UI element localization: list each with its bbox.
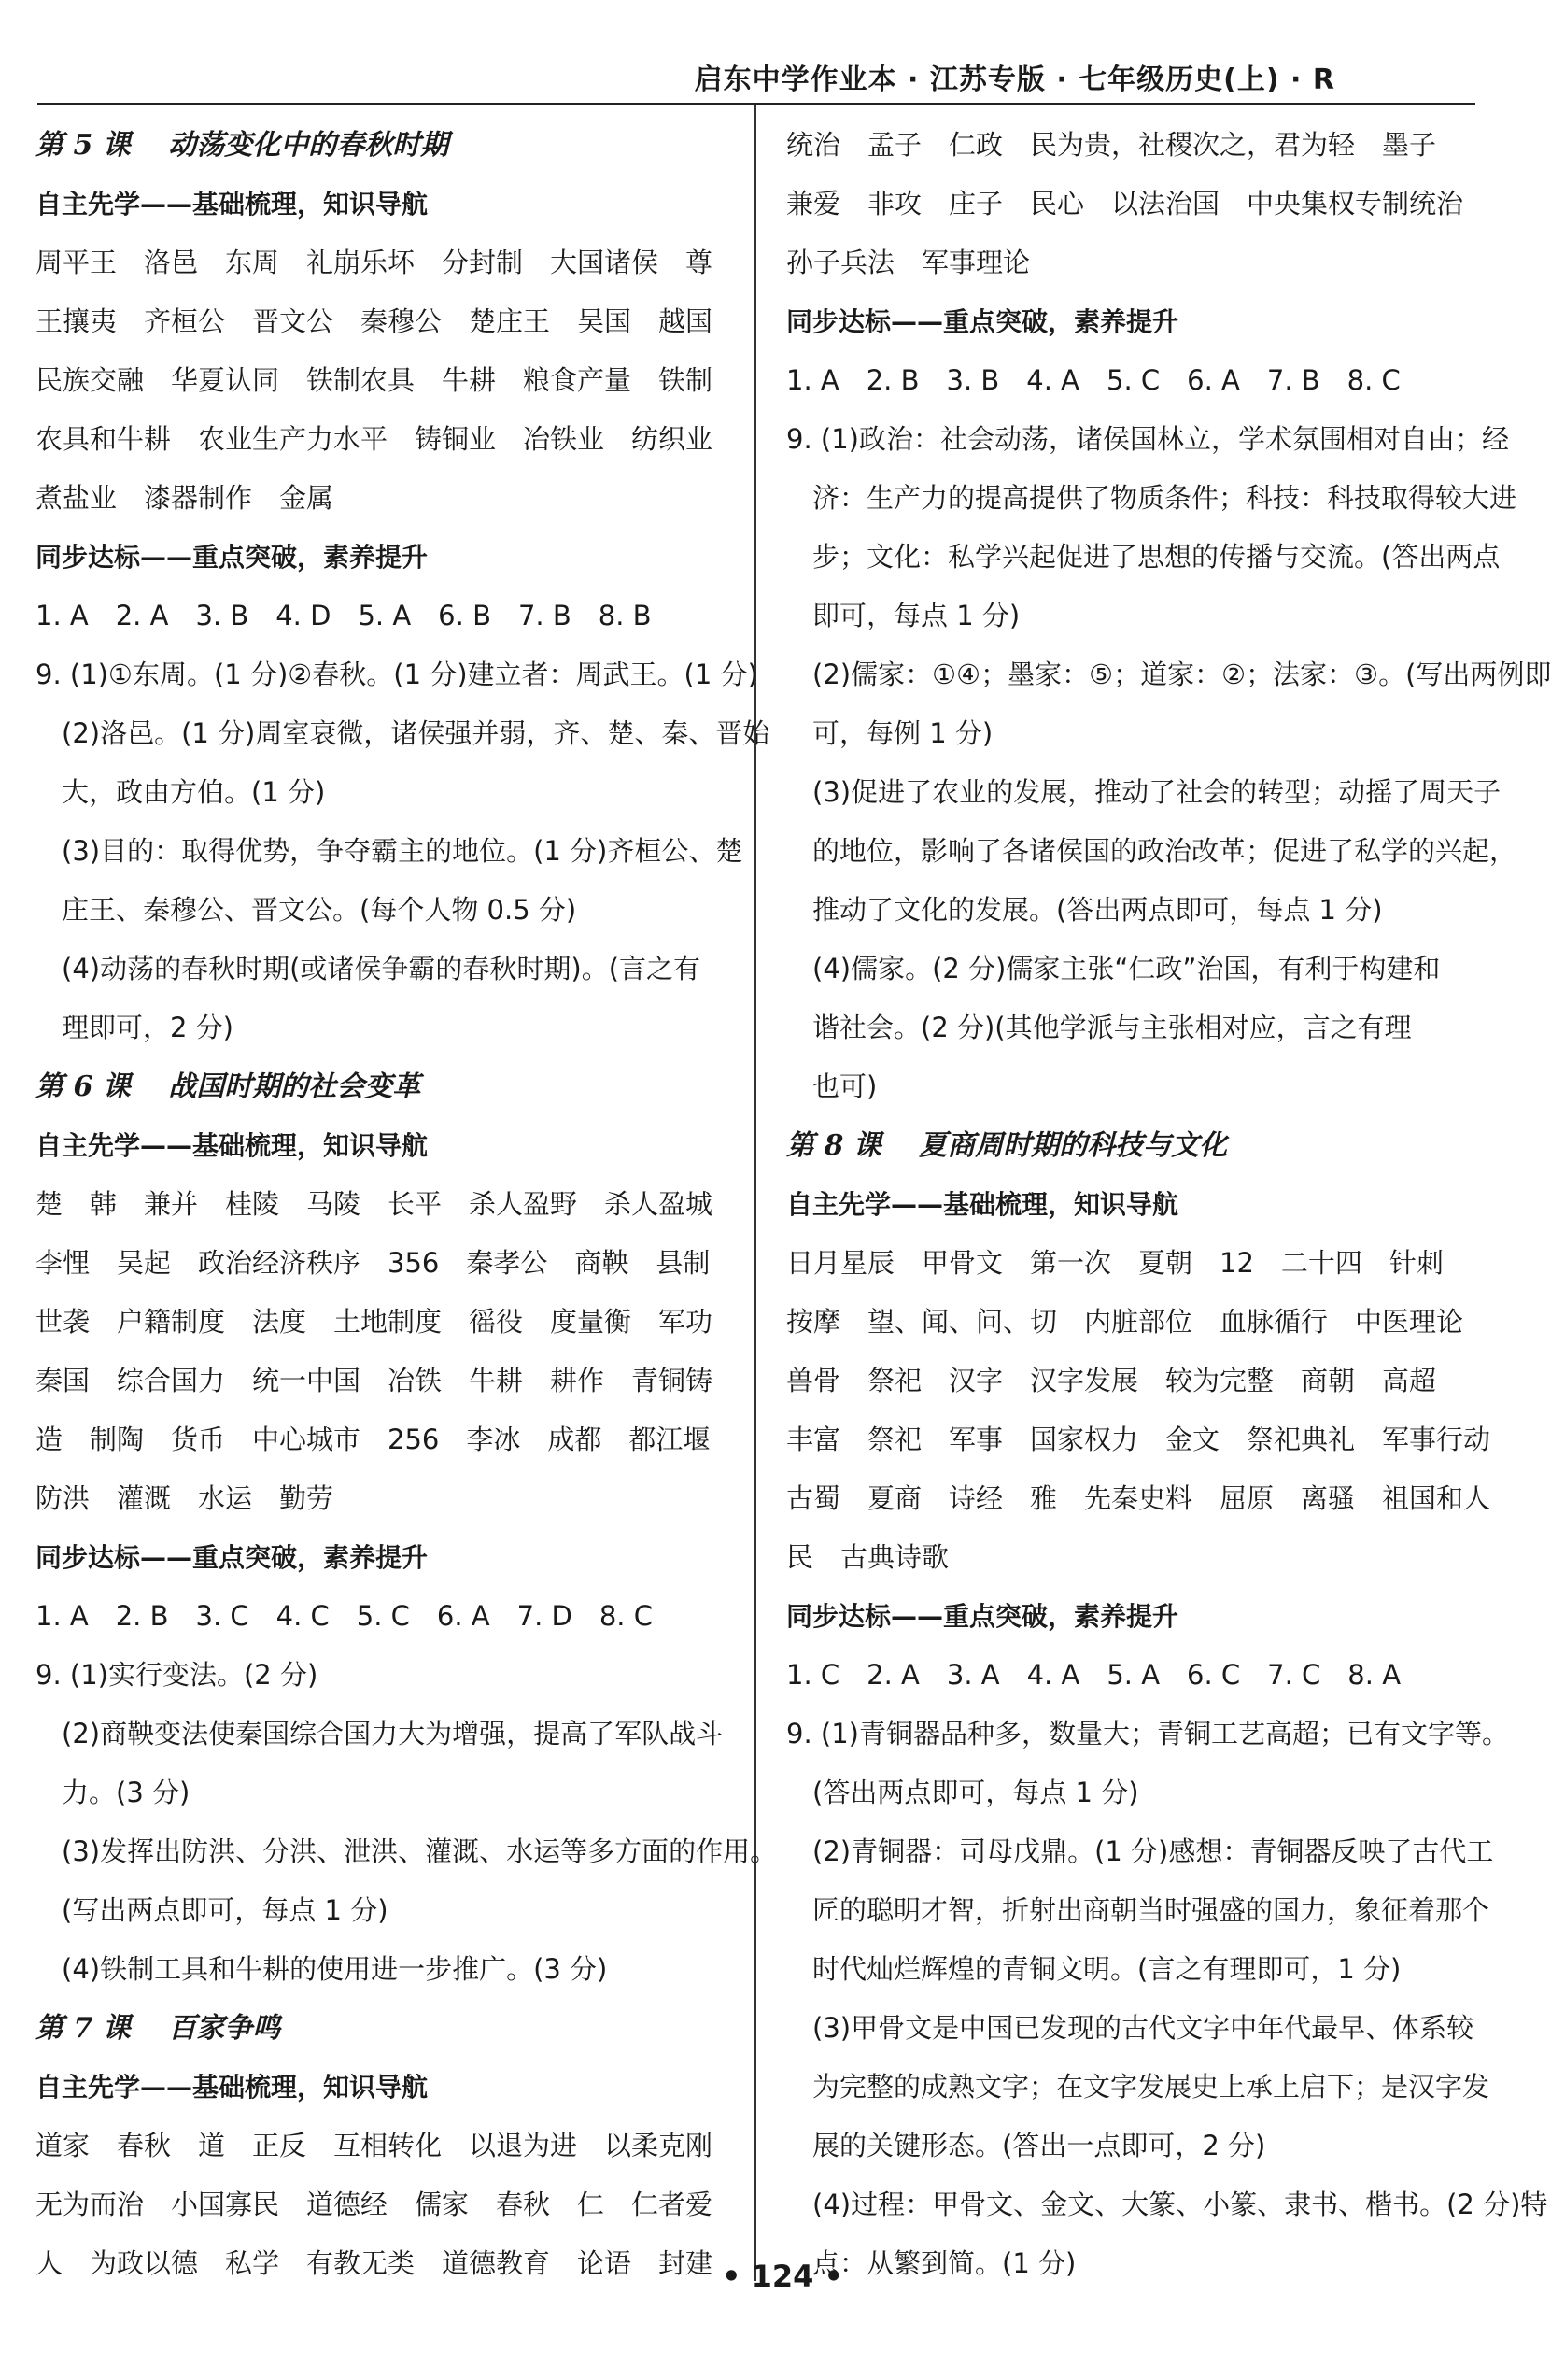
text-line: 9. (1)青铜器品种多，数量大；青铜工艺高超；已有文字等。 [786, 1718, 1509, 1750]
answer-line: (2)青铜器：司母戊鼎。(1 分)感想：青铜器反映了古代工 [812, 1835, 1494, 1867]
answer-line: (3)甲骨文是中国已发现的古代文字中年代最早、体系较 [812, 2012, 1474, 2044]
text-line: 9. (1)①东周。(1 分)②春秋。(1 分)建立者：周武王。(1 分) [35, 659, 758, 690]
section-heading: 同步达标——重点突破，素养提升 [35, 542, 429, 573]
lesson-title: 第 7 课 百家争鸣 [35, 2012, 281, 2045]
answer-line: 理即可，2 分) [62, 1012, 233, 1043]
answer-line: (4)儒家。(2 分)儒家主张“仁政”治国，有利于构建和 [812, 953, 1441, 985]
section-heading: 自主先学——基础梳理，知识导航 [35, 189, 429, 220]
answer-line: (4)过程：甲骨文、金文、大篆、小篆、隶书、楷书。(2 分)特 [812, 2189, 1548, 2220]
answer-line: (2)儒家：①④；墨家：⑤；道家：②；法家：③。(写出两例即 [812, 659, 1552, 690]
answer-line: 力。(3 分) [62, 1777, 190, 1808]
text-line: 1. C 2. A 3. A 4. A 5. A 6. C 7. C 8. A [786, 1659, 1402, 1691]
answer-line: (2)商鞅变法使秦国综合国力大为增强，提高了军队战斗 [62, 1718, 724, 1750]
answer-line: 即可，每点 1 分) [812, 600, 1021, 631]
text-line: 无为而治 小国寡民 道德经 儒家 春秋 仁 仁者爱 [35, 2189, 713, 2220]
text-line: 楚 韩 兼并 桂陵 马陵 长平 杀人盈野 杀人盈城 [35, 1188, 713, 1220]
text-line: 统治 孟子 仁政 民为贵，社稷次之，君为轻 墨子 [786, 129, 1437, 161]
text-line: 1. A 2. A 3. B 4. D 5. A 6. B 7. B 8. B [35, 600, 652, 631]
text-line: 煮盐业 漆器制作 金属 [35, 482, 334, 514]
section-heading: 同步达标——重点突破，素养提升 [786, 1601, 1179, 1632]
right-column [786, 116, 1552, 2293]
answer-line: (4)动荡的春秋时期(或诸侯争霸的春秋时期)。(言之有 [62, 953, 701, 985]
answer-line: (3)发挥出防洪、分洪、泄洪、灌溉、水运等多方面的作用。 [62, 1835, 778, 1867]
text-line: 周平王 洛邑 东周 礼崩乐坏 分封制 大国诸侯 尊 [35, 247, 713, 278]
section-heading: 同步达标——重点突破，素养提升 [786, 306, 1179, 337]
page-number: • 124 • [722, 2259, 843, 2294]
text-line: 民族交融 华夏认同 铁制农具 牛耕 粮食产量 铁制 [35, 364, 713, 396]
lesson-title: 第 8 课 夏商周时期的科技与文化 [786, 1129, 1228, 1162]
text-line: 孙子兵法 军事理论 [786, 247, 1031, 278]
answer-line: (4)铁制工具和牛耕的使用进一步推广。(3 分) [62, 1953, 608, 1985]
text-line: 民 古典诗歌 [786, 1541, 950, 1573]
answer-line: 济：生产力的提高提供了物质条件；科技：科技取得较大进 [812, 482, 1517, 514]
section-heading: 自主先学——基础梳理，知识导航 [35, 2072, 429, 2103]
answer-line: 匠的聪明才智，折射出商朝当时强盛的国力，象征着那个 [812, 1894, 1490, 1926]
text-line: 李悝 吴起 政治经济秩序 356 秦孝公 商鞅 县制 [35, 1247, 711, 1279]
page-header [37, 54, 1475, 105]
text-line: 古蜀 夏商 诗经 雅 先秦史料 屈原 离骚 祖国和人 [786, 1482, 1491, 1514]
lesson-title: 第 6 课 战国时期的社会变革 [35, 1070, 421, 1103]
answer-line: (2)洛邑。(1 分)周室衰微，诸侯强并弱，齐、楚、秦、晋始 [62, 717, 770, 749]
answer-line: 也可) [812, 1070, 878, 1102]
text-line: 防洪 灌溉 水运 勤劳 [35, 1482, 334, 1514]
header-title: 启东中学作业本 · 江苏专版 · 七年级历史(上) · R [694, 64, 1335, 96]
text-line: 道家 春秋 道 正反 互相转化 以退为进 以柔克刚 [35, 2130, 713, 2161]
text-line: 丰富 祭祀 军事 国家权力 金文 祭祀典礼 军事行动 [786, 1424, 1491, 1455]
text-line: 1. A 2. B 3. B 4. A 5. C 6. A 7. B 8. C [786, 364, 1401, 396]
section-heading: 自主先学——基础梳理，知识导航 [35, 1130, 429, 1161]
answer-line: 庄王、秦穆公、晋文公。(每个人物 0.5 分) [62, 894, 577, 926]
answer-line: 的地位，影响了各诸侯国的政治改革；促进了私学的兴起， [812, 835, 1517, 867]
answer-line: (写出两点即可，每点 1 分) [62, 1894, 388, 1926]
answer-line: 展的关键形态。(答出一点即可，2 分) [812, 2130, 1266, 2161]
text-line: 农具和牛耕 农业生产力水平 铸铜业 冶铁业 纺织业 [35, 423, 713, 455]
text-line: 王攘夷 齐桓公 晋文公 秦穆公 楚庄王 吴国 越国 [35, 305, 713, 337]
text-line: 9. (1)实行变法。(2 分) [35, 1659, 318, 1691]
answer-line: (答出两点即可，每点 1 分) [812, 1777, 1139, 1808]
left-column [35, 116, 778, 2293]
answer-line: (3)促进了农业的发展，推动了社会的转型；动摇了周天子 [812, 776, 1502, 808]
text-line: 秦国 综合国力 统一中国 冶铁 牛耕 耕作 青铜铸 [35, 1365, 713, 1396]
text-line: 造 制陶 货币 中心城市 256 李冰 成都 都江堰 [35, 1424, 711, 1455]
answer-line: 谐社会。(2 分)(其他学派与主张相对应，言之有理 [812, 1012, 1412, 1043]
answer-line: 大，政由方伯。(1 分) [62, 776, 326, 808]
text-line: 兽骨 祭祀 汉字 汉字发展 较为完整 商朝 高超 [786, 1365, 1437, 1396]
section-heading: 同步达标——重点突破，素养提升 [35, 1542, 429, 1573]
answer-line: 点：从繁到简。(1 分) [812, 2247, 1077, 2279]
column-divider [754, 105, 756, 2281]
answer-line: (3)目的：取得优势，争夺霸主的地位。(1 分)齐桓公、楚 [62, 835, 743, 867]
section-heading: 自主先学——基础梳理，知识导航 [786, 1189, 1179, 1220]
text-line: 世袭 户籍制度 法度 土地制度 徭役 度量衡 军功 [35, 1306, 713, 1338]
lesson-title: 第 5 课 动荡变化中的春秋时期 [35, 129, 449, 162]
answer-line: 推动了文化的发展。(答出两点即可，每点 1 分) [812, 894, 1383, 926]
answer-line: 为完整的成熟文字；在文字发展史上承上启下；是汉字发 [812, 2071, 1490, 2103]
text-line: 兼爱 非攻 庄子 民心 以法治国 中央集权专制统治 [786, 188, 1464, 220]
text-line: 人 为政以德 私学 有教无类 道德教育 论语 封建 [35, 2247, 713, 2279]
text-line: 1. A 2. B 3. C 4. C 5. C 6. A 7. D 8. C [35, 1600, 653, 1632]
text-line: 日月星辰 甲骨文 第一次 夏朝 12 二十四 针刺 [786, 1247, 1444, 1279]
answer-line: 时代灿烂辉煌的青铜文明。(言之有理即可，1 分) [812, 1953, 1402, 1985]
text-line: 9. (1)政治：社会动荡，诸侯国林立，学术氛围相对自由；经 [786, 423, 1509, 455]
answer-line: 可，每例 1 分) [812, 717, 994, 749]
text-line: 按摩 望、闻、问、切 内脏部位 血脉循行 中医理论 [786, 1306, 1464, 1338]
answer-line: 步；文化：私学兴起促进了思想的传播与交流。(答出两点 [812, 541, 1501, 573]
